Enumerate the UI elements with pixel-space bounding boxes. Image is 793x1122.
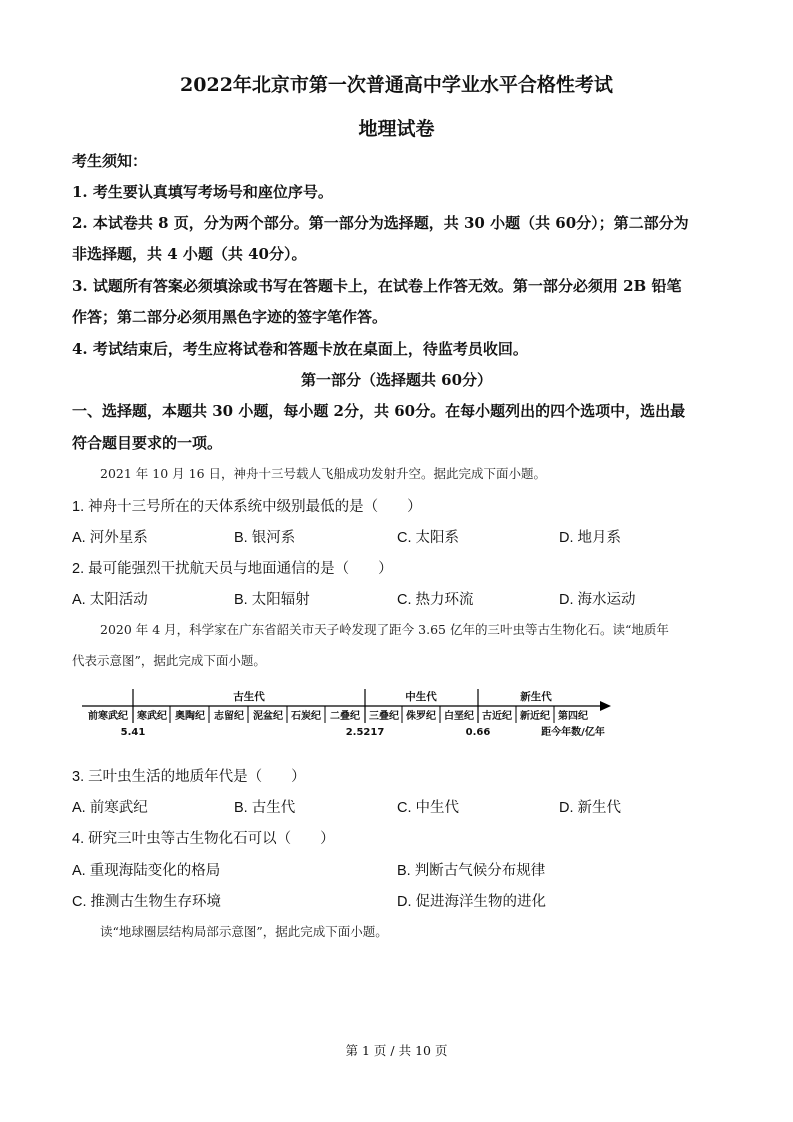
q2-option-a[interactable]: A. 太阳活动	[72, 592, 148, 608]
q2-option-c[interactable]: C. 热力环流	[397, 592, 474, 608]
era-label-cenozoic: 新生代	[520, 691, 552, 703]
question-4-stem: 4. 研究三叶虫等古生物化石可以（ ）	[72, 831, 335, 847]
q1-option-d[interactable]: D. 地月系	[559, 530, 622, 546]
q3-option-d[interactable]: D. 新生代	[559, 800, 622, 816]
q3-option-b[interactable]: B. 古生代	[234, 800, 296, 816]
period-label-paleogene: 古近纪	[482, 711, 512, 722]
period-label-carboniferous: 石炭纪	[291, 711, 321, 722]
period-label-cambrian: 寒武纪	[137, 711, 167, 722]
tick-label-25217: 2.5217	[345, 727, 385, 738]
q2-option-d[interactable]: D. 海水运动	[559, 592, 636, 608]
period-label-devonian: 泥盆纪	[253, 711, 283, 722]
notice-item-3: 3. 试题所有答案必须填涂或书写在答题卡上，在试卷上作答无效。第一部分必须用 2B 铅笔	[72, 277, 682, 295]
period-label-ordovician: 奥陶纪	[175, 711, 205, 722]
period-label-jurassic: 侏罗纪	[406, 711, 436, 722]
q4-option-d[interactable]: D. 促进海洋生物的进化	[397, 894, 547, 910]
notice-item-2-cont: 非选择题，共 4 小题（共 40分）。	[72, 245, 307, 263]
question-1-stem: 1. 神舟十三号所在的天体系统中级别最低的是（ ）	[72, 499, 422, 515]
question-3-stem: 3. 三叶虫生活的地质年代是（ ）	[72, 769, 306, 785]
q1-option-b[interactable]: B. 银河系	[234, 530, 296, 546]
notice-item-1: 1. 考生要认真填写考场号和座位序号。	[72, 183, 333, 201]
notice-item-4: 4. 考试结束后，考生应将试卷和答题卡放在桌面上，待监考员收回。	[72, 340, 528, 358]
exam-subtitle: 地理试卷	[358, 118, 435, 140]
exam-title: 2022年北京市第一次普通高中学业水平合格性考试	[180, 74, 613, 96]
q4-option-b[interactable]: B. 判断古气候分布规律	[397, 863, 546, 879]
part1-instruction-1: 一、选择题，本题共 30 小题，每小题 2分，共 60分。在每小题列出的四个选项中，选出最	[72, 402, 686, 420]
period-label-quaternary: 第四纪	[558, 711, 588, 722]
q1-option-a[interactable]: A. 河外星系	[72, 530, 148, 546]
intro-paragraph-1: 2021 年 10 月 16 日，神舟十三号载人飞船成功发射升空。据此完成下面小题。	[100, 466, 546, 481]
intro-paragraph-2: 2020 年 4 月，科学家在广东省韶关市天子岭发现了距今 3.65 亿年的三叶虫等古生物化石。读“地质年	[100, 622, 669, 637]
notice-item-2: 2. 本试卷共 8 页，分为两个部分。第一部分为选择题，共 30 小题（共 60分）；第二部分为	[72, 214, 689, 232]
period-label-silurian: 志留纪	[214, 711, 244, 722]
notice-heading: 考生须知：	[72, 152, 148, 170]
axis-label-years: 距今年数/亿年	[541, 727, 605, 738]
period-label-neogene: 新近纪	[520, 711, 550, 722]
period-label-permian: 二叠纪	[330, 711, 360, 722]
tick-label-541: 5.41	[120, 727, 146, 738]
q4-option-c[interactable]: C. 推测古生物生存环境	[72, 894, 222, 910]
notice-item-3-cont: 作答；第二部分必须用黑色字迹的签字笔作答。	[72, 308, 388, 326]
q3-option-a[interactable]: A. 前寒武纪	[72, 800, 148, 816]
intro-paragraph-3: 读“地球圈层结构局部示意图”，据此完成下面小题。	[100, 924, 388, 939]
intro-paragraph-2-cont: 代表示意图”，据此完成下面小题。	[72, 653, 266, 668]
part1-heading: 第一部分（选择题共 60分）	[300, 371, 493, 389]
q3-option-c[interactable]: C. 中生代	[397, 800, 460, 816]
period-label-cretaceous: 白垩纪	[444, 711, 474, 722]
tick-label-066: 0.66	[465, 727, 491, 738]
timeline-arrow-icon	[600, 701, 611, 711]
q4-option-a[interactable]: A. 重现海陆变化的格局	[72, 863, 221, 879]
geologic-timeline	[0, 680, 793, 750]
question-2-stem: 2. 最可能强烈干扰航天员与地面通信的是（ ）	[72, 561, 393, 577]
part1-instruction-2: 符合题目要求的一项。	[72, 434, 223, 452]
q1-option-c[interactable]: C. 太阳系	[397, 530, 460, 546]
q2-option-b[interactable]: B. 太阳辐射	[234, 592, 310, 608]
page-footer: 第 1 页 / 共 10 页	[345, 1043, 448, 1058]
period-label-triassic: 三叠纪	[369, 711, 399, 722]
period-label-precambrian: 前寒武纪	[88, 711, 128, 722]
era-label-paleozoic: 古生代	[233, 691, 265, 703]
era-label-mesozoic: 中生代	[405, 691, 437, 703]
